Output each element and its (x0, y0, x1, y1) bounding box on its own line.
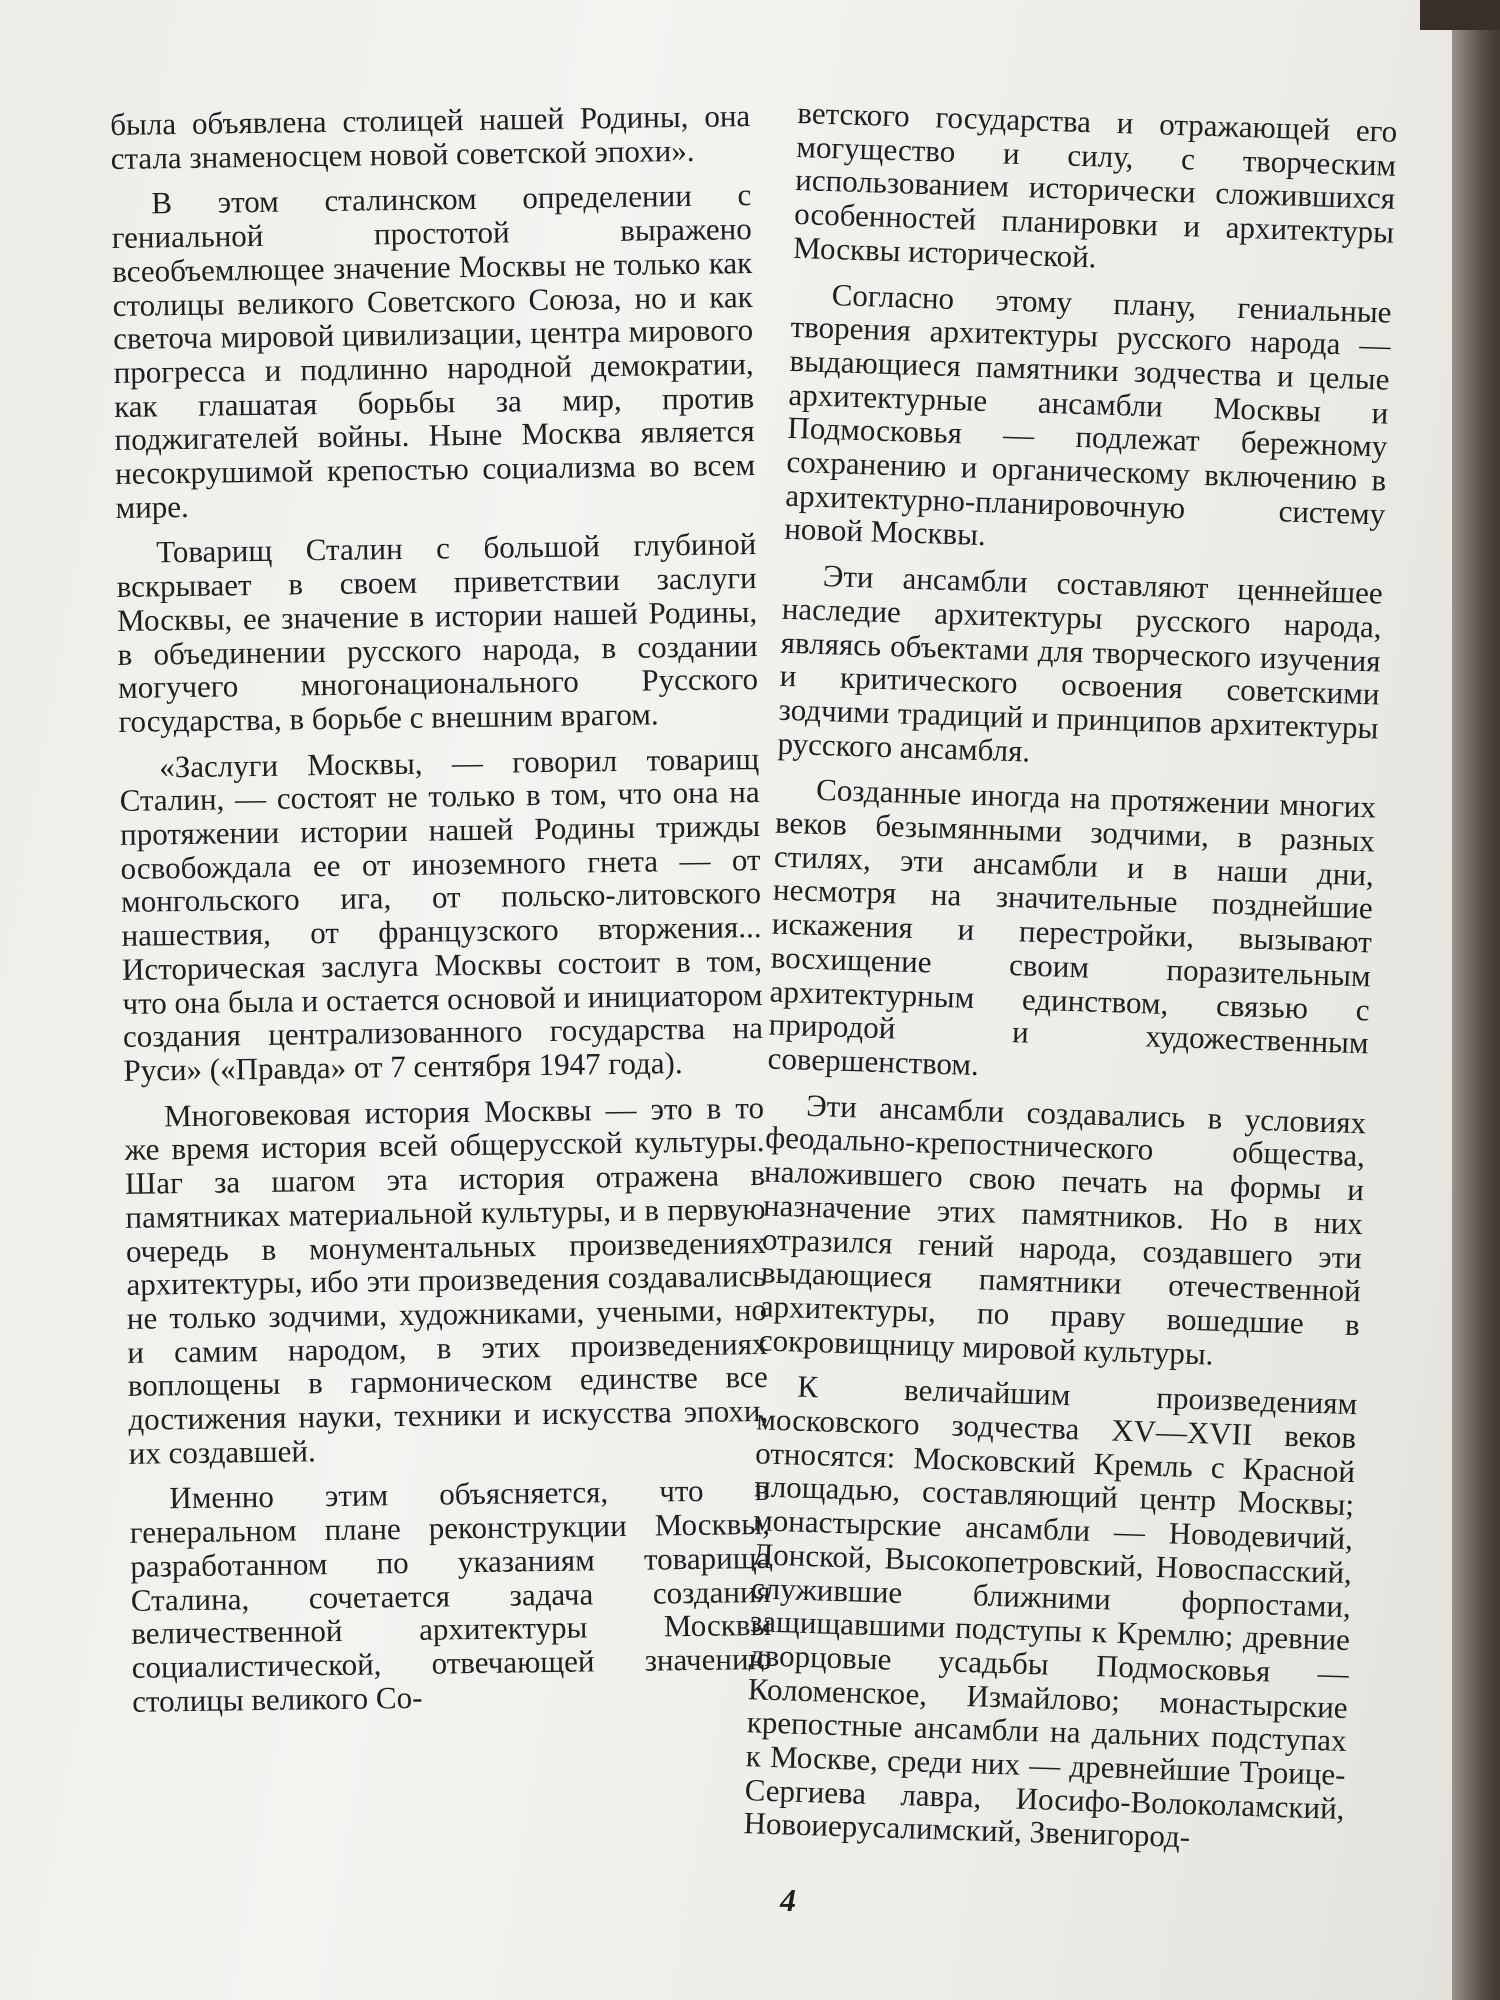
paragraph: «Заслуги Москвы, — говорил товарищ Сталин, — состоят не только в том, что она на протяжении истории нашей Родины трижды освобождала ее от иноземного гнета — от монгольского ига, от польско-литовского нашествия, от французского вторжения... Историческая заслуга Москвы состоит в том, что она была и остается основой и инициатором создания централизованного государства на Руси» («Правда» от 7 сентября 1947 года). (119, 740, 764, 1088)
paragraph: Эти ансамбли составляют ценнейшее наследие архитектуры русского народа, являясь объектами для творческого изучения и критического освоения советскими зодчими традиций и принципов архитектуры русского ансамбля. (777, 558, 1384, 769)
page-edge-shadow (1452, 0, 1500, 2000)
book-cover-corner (1420, 0, 1500, 30)
paragraph: ветского государства и отражающей его могущество и силу, с творческим использованием исторически сложившихся особенностей планировки и архитектуры Москвы исторической. (792, 95, 1398, 275)
left-text-column (110, 99, 773, 1730)
paragraph: Товарищ Сталин с большой глубиной вскрывает в своем приветствии заслуги Москвы, ее значение в истории нашей Родины, в объединении русского народа, в создании могучего многонационального Русского государства, в борьбе с внешним врагом. (116, 526, 759, 739)
paragraph: Именно этим объясняется, что в генеральном плане реконструкции Москвы, разработанном по указаниям товарища Сталина, сочетается задача создания величественной архитектуры Москвы социалистической, отвечающей значению столицы великого Со- (129, 1472, 772, 1719)
paragraph: Многовековая история Москвы — это в то же время история всей общерусской культуры. Шаг за шагом эта история отражена в памятниках материальной культуры, и в первую очередь в монументальных произведениях архитектуры, ибо эти произведения создавались не только зодчими, художниками, учеными, но и самим народом, в этих произведениях воплощены в гармоническом единстве все достижения науки, техники и искусства эпохи, их создавшей. (124, 1089, 769, 1471)
page-number: 4 (780, 1882, 796, 1918)
paragraph: К величайшим произведениям московского зодчества XV—XVII веков относятся: Московский Кремль с Красной площадью, составляющий центр Москвы; монастырские ансамбли — Новодевичий, Донской, Высокопетровский, Новоспасский, служившие ближними форпостами, защищавшими подступы к Кремлю; древние дворцовые усадьбы Подмосковья — Коломенское, Измайлово; монастырские крепостные ансамбли на дальних подступах к Москве, среди них — древнейшие Троице-Сергиева лавра, Иосифо-Волоколамский, Новоиерусалимский, Звенигород- (743, 1368, 1358, 1855)
paragraph: была объявлена столицей нашей Родины, она стала знаменосцем новой советской эпохи». (109, 98, 751, 176)
paragraph: Эти ансамбли создавались в условиях феодально-крепостнического общества, наложившего свою печать на формы и назначение этих памятников. Но в них отразился гений народа, создавшего эти выдающиеся памятники отечественной архитектуры, по праву вошедшие в сокровищницу мировой культуры. (758, 1087, 1367, 1372)
paragraph: Созданные иногда на протяжении многих веков безымянными зодчими, в разных стилях, эти ансамбли и в наши дни, несмотря на значительные позднейшие искажения и перестройки, вызывают восхищение своим поразительным архитектурным единством, связью с природой и художественным совершенством. (767, 772, 1377, 1083)
paragraph: Согласно этому плану, гениальные творения архитектуры русского народа — выдающиеся памятники зодчества и целые архитектурные ансамбли Москвы и Подмосковья — подлежат бережному сохранению и органическому включению в архитектурно-планировочную систему новой Москвы. (783, 276, 1393, 553)
right-text-column (743, 96, 1398, 1871)
paragraph: В этом сталинском определении с гениальной простотой выражено всеобъемлющее значение Москвы не только как столицы великого Советского Союза, но и как светоча мировой цивилизации, центра мирового прогресса и подлинно народной демократии, как глашатая борьбы за мир, против поджигателей войны. Ныне Москва является несокрушимой крепостью социализма во всем мире. (111, 177, 756, 525)
